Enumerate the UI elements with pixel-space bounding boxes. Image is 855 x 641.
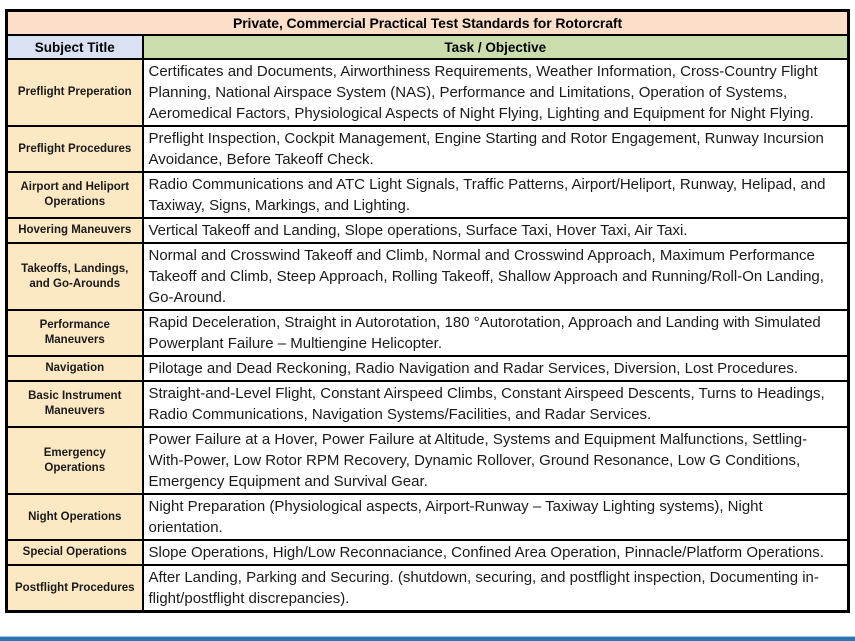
table-row [7,494,849,540]
subject-cell: Special Operations [7,540,143,565]
table-row [7,356,849,381]
subject-cell: Basic Instrument Maneuvers [7,381,143,427]
subject-cell: Takeoffs, Landings, and Go-Arounds [7,243,143,310]
pts-standards-table [5,9,850,613]
task-cell: Preflight Inspection, Cockpit Management, Engine Starting and Rotor Engagement, Runway Incursion Avoidance, Before Takeoff Check. [143,126,849,172]
table-row [7,427,849,494]
task-cell: After Landing, Parking and Securing. (shutdown, securing, and postflight inspection, Documenting in-flight/postflight discrepancies). [143,565,849,612]
header-row [7,35,849,59]
column-header-subject: Subject Title [7,35,143,59]
subject-cell: Postflight Procedures [7,565,143,612]
table-title: Private, Commercial Practical Test Standards for Rotorcraft [7,11,849,36]
subject-cell: Airport and Heliport Operations [7,172,143,218]
table-row [7,540,849,565]
title-row [7,11,849,36]
table-row [7,172,849,218]
table-row [7,243,849,310]
table-row [7,565,849,612]
subject-cell: Performance Maneuvers [7,310,143,356]
subject-cell: Hovering Maneuvers [7,218,143,243]
subject-cell: Preflight Procedures [7,126,143,172]
table-row [7,310,849,356]
table-row [7,381,849,427]
bottom-accent-bar [0,636,855,641]
task-cell: Vertical Takeoff and Landing, Slope operations, Surface Taxi, Hover Taxi, Air Taxi. [143,218,849,243]
subject-cell: Night Operations [7,494,143,540]
subject-cell: Navigation [7,356,143,381]
task-cell: Certificates and Documents, Airworthiness Requirements, Weather Information, Cross-Country Flight Planning, National Airspace System (NAS), Performance and Limitations, Operation of Systems, Aeromedical Factors, Physiological Aspects of Night Flying, Lighting and Equipment for Night Flying. [143,59,849,126]
table-row [7,59,849,126]
task-cell: Straight-and-Level Flight, Constant Airspeed Climbs, Constant Airspeed Descents, Turns to Headings, Radio Communications, Navigation Systems/Facilities, and Radar Services. [143,381,849,427]
task-cell: Power Failure at a Hover, Power Failure at Altitude, Systems and Equipment Malfunctions, Settling-With-Power, Low Rotor RPM Recovery, Dynamic Rollover, Ground Resonance, Low G Conditions, Emergency Equipment and Survival Gear. [143,427,849,494]
task-cell: Pilotage and Dead Reckoning, Radio Navigation and Radar Services, Diversion, Lost Procedures. [143,356,849,381]
table-row [7,126,849,172]
task-cell: Night Preparation (Physiological aspects, Airport-Runway – Taxiway Lighting systems), Night orientation. [143,494,849,540]
subject-cell: Preflight Preperation [7,59,143,126]
task-cell: Normal and Crosswind Takeoff and Climb, Normal and Crosswind Approach, Maximum Performance Takeoff and Climb, Steep Approach, Rolling Takeoff, Shallow Approach and Running/Roll-On Landing, Go-Around. [143,243,849,310]
task-cell: Rapid Deceleration, Straight in Autorotation, 180 °Autorotation, Approach and Landing with Simulated Powerplant Failure – Multiengine Helicopter. [143,310,849,356]
subject-cell: Emergency Operations [7,427,143,494]
task-cell: Radio Communications and ATC Light Signals, Traffic Patterns, Airport/Heliport, Runway, Helipad, and Taxiway, Signs, Markings, and Lighting. [143,172,849,218]
column-header-task: Task / Objective [143,35,849,59]
task-cell: Slope Operations, High/Low Reconnaciance, Confined Area Operation, Pinnacle/Platform Operations. [143,540,849,565]
table-row [7,218,849,243]
